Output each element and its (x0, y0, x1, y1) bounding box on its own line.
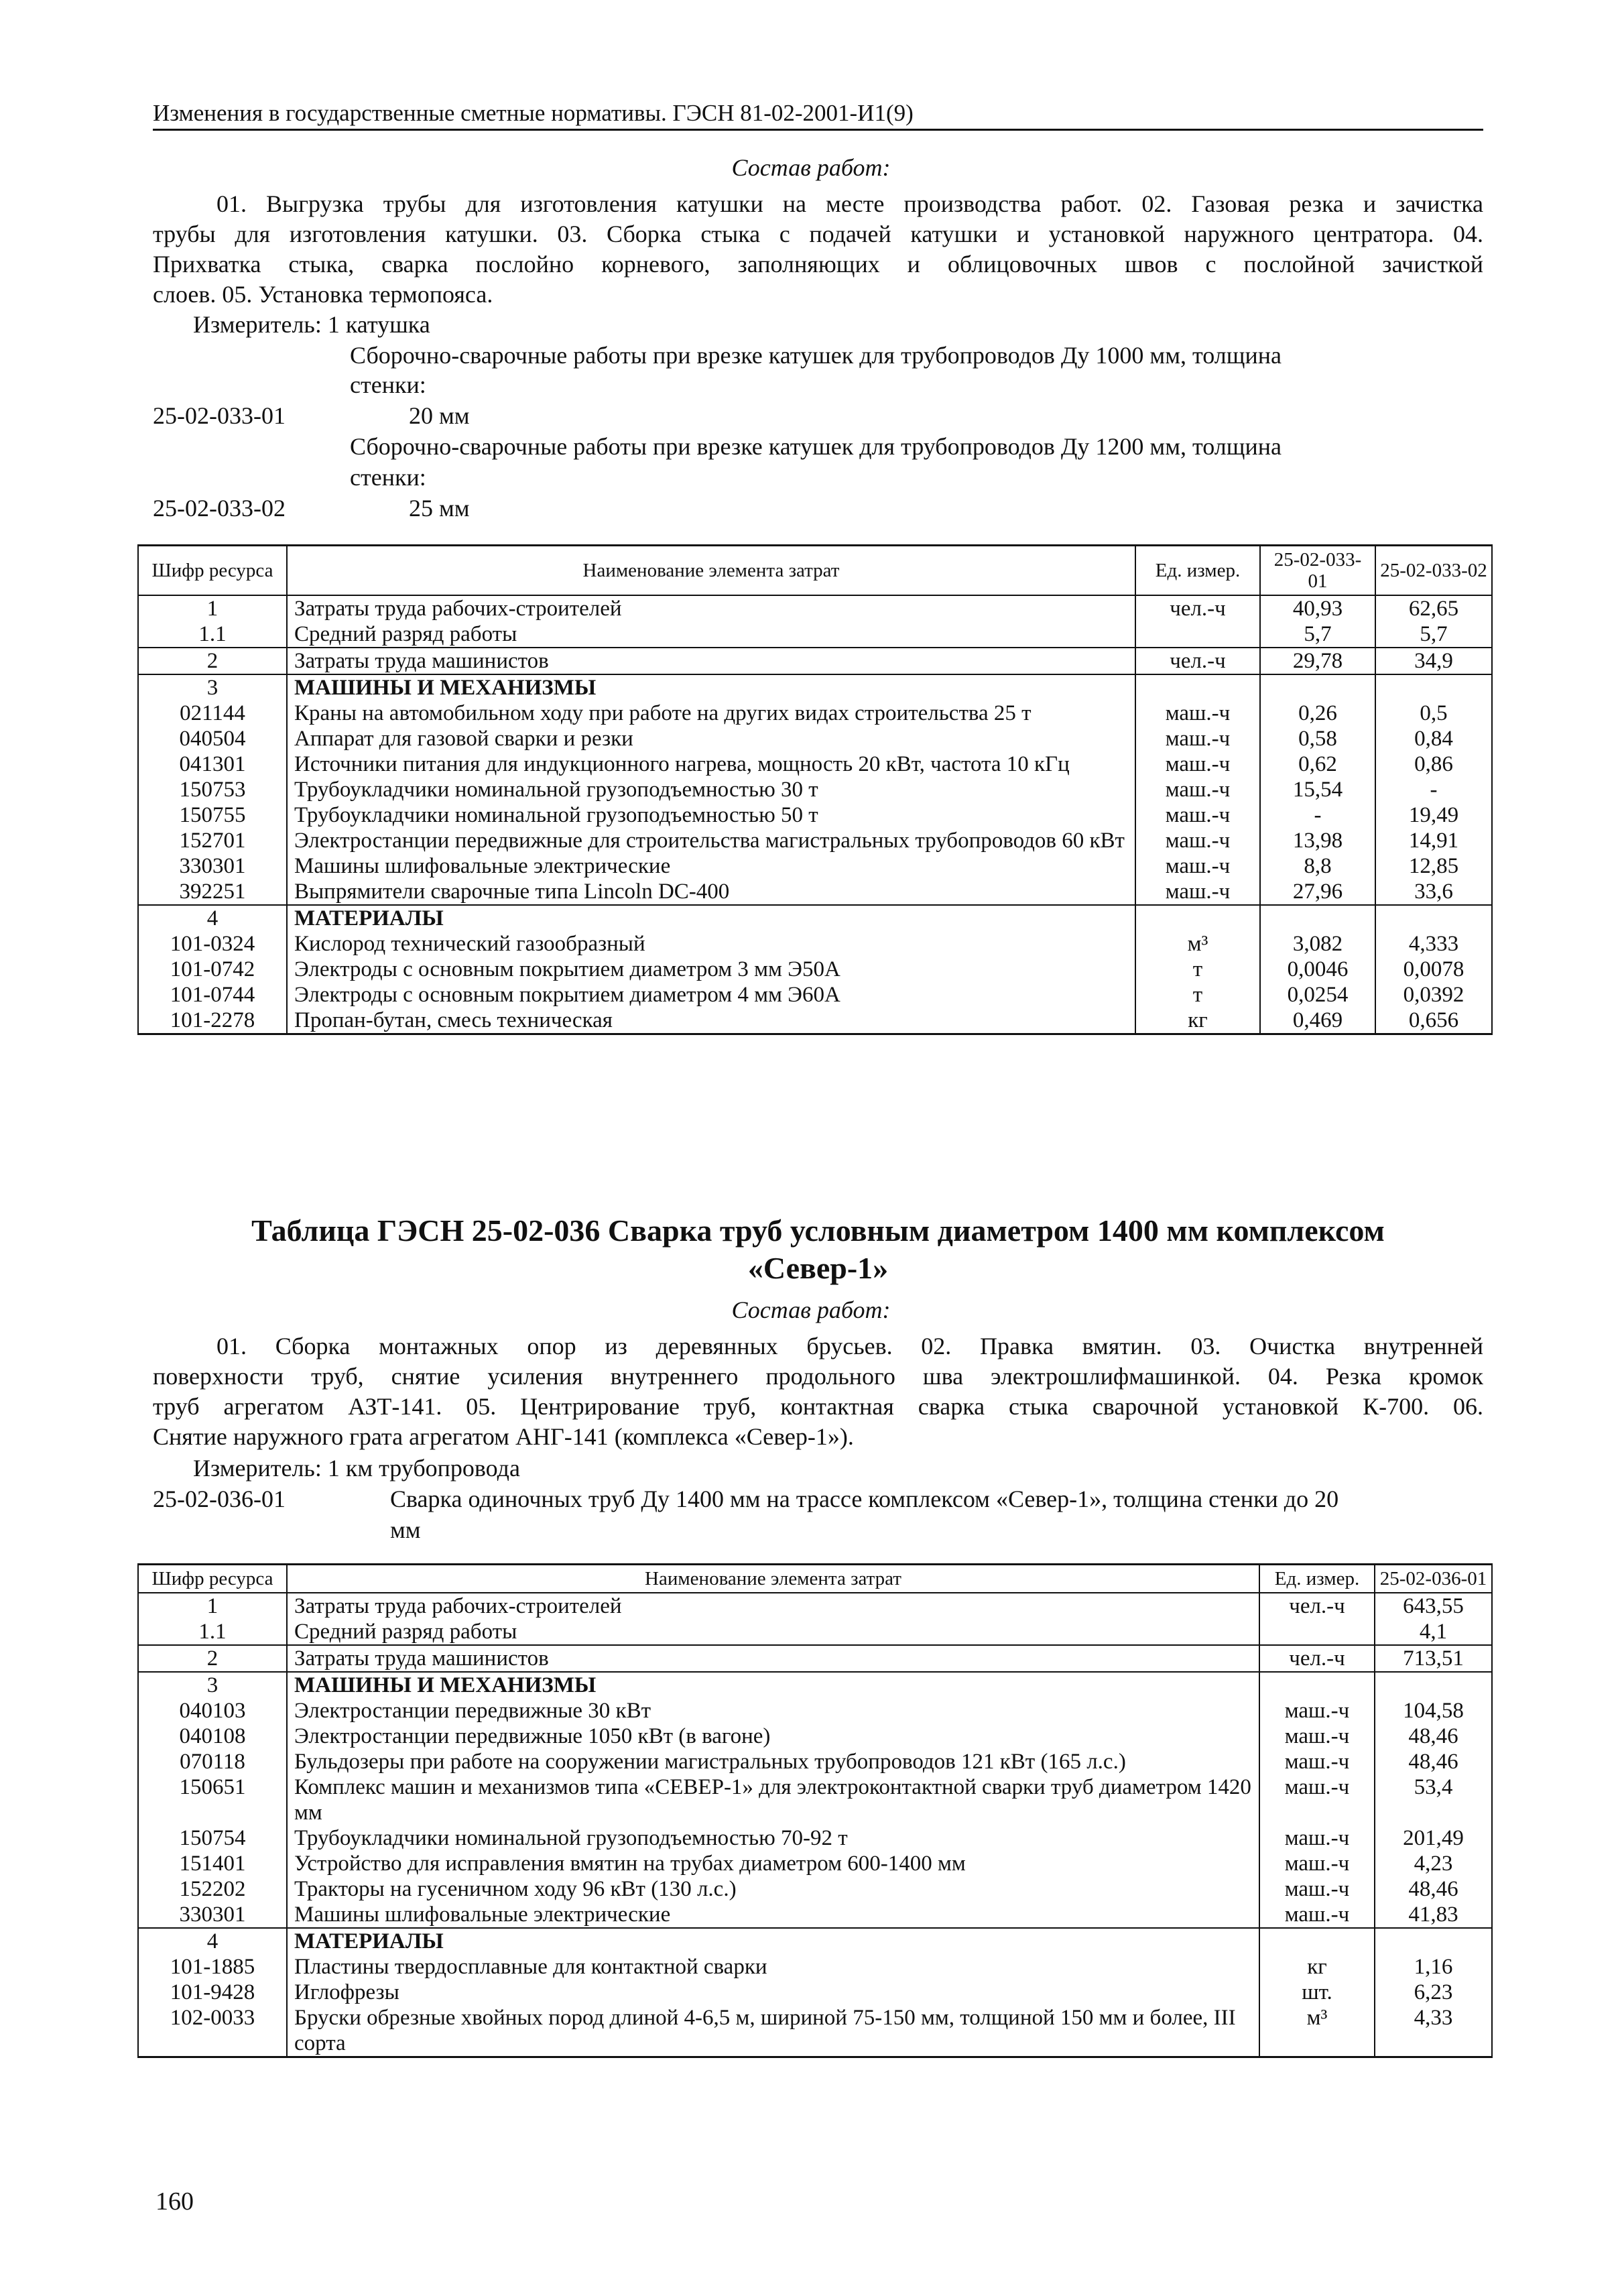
cost-element-name: Трубоукладчики номинальной грузоподъемностью 70-92 т (287, 1825, 1259, 1851)
table-row (138, 1980, 1492, 2005)
cost-element-name: Электростанции передвижные 1050 кВт (в вагоне) (287, 1724, 1259, 1749)
unit (1259, 1619, 1375, 1645)
unit: кг (1135, 1008, 1260, 1034)
table-row (138, 1749, 1492, 1774)
column-header: Наименование элемента затрат (287, 1565, 1259, 1593)
norm-description-3a: Сварка одиночных труб Ду 1400 мм на трассе комплексом «Север-1», толщина стенки до 20 (390, 1486, 1339, 1512)
cost-element-name: Трубоукладчики номинальной грузоподъемностью 30 т (287, 777, 1135, 802)
norm-value: 14,91 (1375, 828, 1492, 853)
cost-element-name: МАТЕРИАЛЫ (287, 905, 1135, 931)
unit: маш.-ч (1135, 802, 1260, 828)
composition-line: трубы для изготовления катушки. 03. Сборка стыка с подачей катушки и установкой наружного центратора. 04. (153, 221, 1483, 247)
unit (1135, 905, 1260, 931)
unit: маш.-ч (1259, 1774, 1375, 1825)
resource-code: 151401 (138, 1851, 287, 1876)
norm-value (1375, 1672, 1492, 1698)
column-header: Наименование элемента затрат (287, 546, 1135, 596)
unit: маш.-ч (1135, 701, 1260, 726)
cost-element-name: Аппарат для газовой сварки и резки (287, 726, 1135, 751)
norm-value: 0,86 (1375, 751, 1492, 777)
norm-value-1: 20 мм (409, 402, 470, 429)
running-header: Изменения в государственные сметные нормативы. ГЭСН 81-02-2001-И1(9) (153, 99, 1483, 131)
unit: маш.-ч (1135, 853, 1260, 879)
table-row (138, 802, 1492, 828)
unit: маш.-ч (1259, 1851, 1375, 1876)
norm-value: 0,26 (1260, 701, 1375, 726)
norm-description-3b: мм (390, 1516, 421, 1543)
table-row (138, 1645, 1492, 1672)
composition-line: 01. Сборка монтажных опор из деревянных брусьев. 02. Правка вмятин. 03. Очистка внутренней (216, 1333, 1483, 1360)
table-row (138, 879, 1492, 905)
cost-element-name: Электроды с основным покрытием диаметром 4 мм Э60А (287, 982, 1135, 1008)
resource-code: 040108 (138, 1724, 287, 1749)
table-row (138, 931, 1492, 957)
norm-value: 29,78 (1260, 648, 1375, 674)
norm-value (1260, 905, 1375, 931)
resource-code: 1 (138, 595, 287, 621)
unit: маш.-ч (1135, 828, 1260, 853)
column-header: Шифр ресурса (138, 546, 287, 596)
column-header: Ед. измер. (1259, 1565, 1375, 1593)
norm-value: 27,96 (1260, 879, 1375, 905)
norm-value (1375, 1928, 1492, 1954)
cost-element-name: Электростанции передвижные для строительства магистральных трубопроводов 60 кВт (287, 828, 1135, 853)
table-row (138, 1593, 1492, 1619)
norm-value: - (1375, 777, 1492, 802)
table-row (138, 621, 1492, 648)
unit: м³ (1135, 931, 1260, 957)
norm-value: 19,49 (1375, 802, 1492, 828)
norm-value: 0,656 (1375, 1008, 1492, 1034)
norm-code-1: 25-02-033-01 (153, 402, 286, 429)
cost-element-name: Средний разряд работы (287, 1619, 1259, 1645)
unit: т (1135, 957, 1260, 982)
norm-value: 12,85 (1375, 853, 1492, 879)
resource-code: 070118 (138, 1749, 287, 1774)
resource-code: 101-2278 (138, 1008, 287, 1034)
cost-element-name: Краны на автомобильном ходу при работе на других видах строительства 25 т (287, 701, 1135, 726)
cost-element-name: Затраты труда рабочих-строителей (287, 595, 1135, 621)
table-row (138, 1619, 1492, 1645)
unit: чел.-ч (1135, 595, 1260, 621)
cost-element-name: Источники питания для индукционного нагрева, мощность 20 кВт, частота 10 кГц (287, 751, 1135, 777)
composition-text-2 (153, 1331, 1483, 1452)
norm-description-1a: Сборочно-сварочные работы при врезке катушек для трубопроводов Ду 1000 мм, толщина (350, 342, 1282, 369)
norm-value: 201,49 (1375, 1825, 1492, 1851)
unit (1135, 621, 1260, 648)
unit: маш.-ч (1135, 726, 1260, 751)
table-row (138, 1902, 1492, 1928)
table-title-line1: Таблица ГЭСН 25-02-036 Сварка труб условным диаметром 1400 мм комплексом (251, 1213, 1385, 1248)
cost-element-name: МАШИНЫ И МЕХАНИЗМЫ (287, 674, 1135, 701)
table-row (138, 674, 1492, 701)
cost-element-name: МАТЕРИАЛЫ (287, 1928, 1259, 1954)
resource-code: 152202 (138, 1876, 287, 1902)
unit: чел.-ч (1259, 1593, 1375, 1619)
norm-value: 41,83 (1375, 1902, 1492, 1928)
norm-value: 34,9 (1375, 648, 1492, 674)
table-row (138, 1954, 1492, 1980)
resource-code: 040504 (138, 726, 287, 751)
unit: маш.-ч (1135, 777, 1260, 802)
norm-value: 6,23 (1375, 1980, 1492, 2005)
cost-element-name: Затраты труда машинистов (287, 648, 1135, 674)
composition-line: слоев. 05. Установка термопояса. (153, 281, 493, 308)
norm-value: 0,62 (1260, 751, 1375, 777)
cost-element-name: Трубоукладчики номинальной грузоподъемностью 50 т (287, 802, 1135, 828)
table-row (138, 751, 1492, 777)
resource-code: 041301 (138, 751, 287, 777)
norm-value: 1,16 (1375, 1954, 1492, 1980)
table-row (138, 648, 1492, 674)
resource-code: 4 (138, 905, 287, 931)
norm-value: 104,58 (1375, 1698, 1492, 1724)
norm-value: 4,1 (1375, 1619, 1492, 1645)
unit: кг (1259, 1954, 1375, 1980)
composition-line: труб агрегатом АЗТ-141. 05. Центрирование труб, контактная сварка стыка сварочной установкой К-700. 06. (153, 1393, 1483, 1420)
table-row (138, 1724, 1492, 1749)
unit (1259, 1672, 1375, 1698)
unit: маш.-ч (1135, 879, 1260, 905)
resource-code: 150753 (138, 777, 287, 802)
table-row (138, 905, 1492, 931)
unit: м³ (1259, 2005, 1375, 2057)
norm-description-1b: стенки: (350, 371, 426, 398)
norm-value: 0,0078 (1375, 957, 1492, 982)
norm-value-2: 25 мм (409, 495, 470, 522)
table-header-row (138, 546, 1492, 596)
resource-code: 330301 (138, 853, 287, 879)
table-row (138, 1698, 1492, 1724)
table-row (138, 777, 1492, 802)
table-row (138, 1851, 1492, 1876)
resource-code: 101-9428 (138, 1980, 287, 2005)
page-number: 160 (155, 2187, 194, 2216)
resource-code: 021144 (138, 701, 287, 726)
table-row (138, 701, 1492, 726)
norm-value: 0,0046 (1260, 957, 1375, 982)
resource-code: 102-0033 (138, 2005, 287, 2057)
cost-element-name: Затраты труда рабочих-строителей (287, 1593, 1259, 1619)
column-header: Ед. измер. (1135, 546, 1260, 596)
norm-value: 8,8 (1260, 853, 1375, 879)
norm-description-2b: стенки: (350, 464, 426, 491)
table-row (138, 957, 1492, 982)
resource-code: 101-0744 (138, 982, 287, 1008)
column-header: 25-02-033-01 (1260, 546, 1375, 596)
norm-value: 33,6 (1375, 879, 1492, 905)
norm-value: 53,4 (1375, 1774, 1492, 1825)
norm-value: 4,333 (1375, 931, 1492, 957)
table-row (138, 1825, 1492, 1851)
resource-code: 150755 (138, 802, 287, 828)
table-row (138, 726, 1492, 751)
unit (1135, 674, 1260, 701)
table-title (153, 1212, 1483, 1287)
resource-code: 392251 (138, 879, 287, 905)
resource-code: 101-1885 (138, 1954, 287, 1980)
resource-code: 040103 (138, 1698, 287, 1724)
cost-element-name: Затраты труда машинистов (287, 1645, 1259, 1672)
cost-element-name: Электростанции передвижные 30 кВт (287, 1698, 1259, 1724)
table-row (138, 1008, 1492, 1034)
cost-element-name: Устройство для исправления вмятин на трубах диаметром 600-1400 мм (287, 1851, 1259, 1876)
norm-value: 0,469 (1260, 1008, 1375, 1034)
norm-value: 643,55 (1375, 1593, 1492, 1619)
norm-value: 0,0254 (1260, 982, 1375, 1008)
unit: маш.-ч (1259, 1724, 1375, 1749)
resource-code: 152701 (138, 828, 287, 853)
table-row (138, 982, 1492, 1008)
table-row (138, 595, 1492, 621)
cost-element-name: Комплекс машин и механизмов типа «СЕВЕР-1» для электроконтактной сварки труб диаметром 1420 мм (287, 1774, 1259, 1825)
composition-line: Снятие наружного грата агрегатом АНГ-141 (комплекса «Север-1»). (153, 1423, 854, 1450)
meter-1: Измеритель: 1 катушка (193, 311, 430, 338)
norm-code-3: 25-02-036-01 (153, 1486, 286, 1512)
composition-line: Прихватка стыка, сварка послойно корневого, заполняющих и облицовочных швов с послойной зачисткой (153, 251, 1483, 278)
unit: маш.-ч (1259, 1825, 1375, 1851)
table-row (138, 1672, 1492, 1698)
norm-value: 0,84 (1375, 726, 1492, 751)
composition-text-1 (153, 189, 1483, 310)
norm-value: 0,0392 (1375, 982, 1492, 1008)
norm-value: 4,33 (1375, 2005, 1492, 2057)
resource-code: 3 (138, 674, 287, 701)
norm-value (1375, 674, 1492, 701)
cost-element-name: Бульдозеры при работе на сооружении магистральных трубопроводов 121 кВт (165 л.с.) (287, 1749, 1259, 1774)
cost-element-name: Кислород технический газообразный (287, 931, 1135, 957)
norm-value: 5,7 (1375, 621, 1492, 648)
cost-element-name: Пропан-бутан, смесь техническая (287, 1008, 1135, 1034)
table-title-line2: «Север-1» (747, 1251, 889, 1285)
unit (1259, 1928, 1375, 1954)
table-row (138, 828, 1492, 853)
resource-code: 1.1 (138, 621, 287, 648)
cost-element-name: Электроды с основным покрытием диаметром 3 мм Э50А (287, 957, 1135, 982)
resource-code: 101-0324 (138, 931, 287, 957)
cost-element-name: Выпрямители сварочные типа Lincoln DC-400 (287, 879, 1135, 905)
norm-value: 3,082 (1260, 931, 1375, 957)
composition-line: 01. Выгрузка трубы для изготовления катушки на месте производства работ. 02. Газовая резка и зачистка (216, 190, 1483, 217)
norm-value: 0,5 (1375, 701, 1492, 726)
norm-value: 40,93 (1260, 595, 1375, 621)
resource-code: 3 (138, 1672, 287, 1698)
column-header: 25-02-033-02 (1375, 546, 1492, 596)
resource-code: 1 (138, 1593, 287, 1619)
norm-code-2: 25-02-033-02 (153, 495, 286, 522)
composition-title-2: Состав работ: (731, 1296, 891, 1323)
unit: т (1135, 982, 1260, 1008)
unit: маш.-ч (1259, 1749, 1375, 1774)
cost-element-name: Машины шлифовальные электрические (287, 1902, 1259, 1928)
resource-code: 330301 (138, 1902, 287, 1928)
norm-description-2a: Сборочно-сварочные работы при врезке катушек для трубопроводов Ду 1200 мм, толщина (350, 433, 1282, 460)
resource-code: 101-0742 (138, 957, 287, 982)
composition-title-1: Состав работ: (731, 154, 891, 181)
meter-2: Измеритель: 1 км трубопровода (193, 1455, 520, 1482)
unit: маш.-ч (1259, 1698, 1375, 1724)
unit: маш.-ч (1259, 1902, 1375, 1928)
unit: шт. (1259, 1980, 1375, 2005)
cost-element-name: Иглофрезы (287, 1980, 1259, 2005)
norm-value: 48,46 (1375, 1876, 1492, 1902)
norm-value: 15,54 (1260, 777, 1375, 802)
norm-value (1260, 674, 1375, 701)
cost-element-name: Тракторы на гусеничном ходу 96 кВт (130 л.с.) (287, 1876, 1259, 1902)
resource-code: 2 (138, 1645, 287, 1672)
unit: маш.-ч (1135, 751, 1260, 777)
norm-value: 713,51 (1375, 1645, 1492, 1672)
resource-code: 150651 (138, 1774, 287, 1825)
table-header-row (138, 1565, 1492, 1593)
norm-value: 48,46 (1375, 1724, 1492, 1749)
cost-element-name: Средний разряд работы (287, 621, 1135, 648)
resource-code: 4 (138, 1928, 287, 1954)
resource-code: 1.1 (138, 1619, 287, 1645)
resource-table-1 (137, 544, 1493, 1035)
table-row (138, 1774, 1492, 1825)
resource-code: 150754 (138, 1825, 287, 1851)
resource-table-2 (137, 1563, 1493, 2058)
norm-value: - (1260, 802, 1375, 828)
cost-element-name: Машины шлифовальные электрические (287, 853, 1135, 879)
cost-element-name: Бруски обрезные хвойных пород длиной 4-6,5 м, шириной 75-150 мм, толщиной 150 мм и более, III сорта (287, 2005, 1259, 2057)
table-row (138, 853, 1492, 879)
cost-element-name: Пластины твердосплавные для контактной сварки (287, 1954, 1259, 1980)
resource-code: 2 (138, 648, 287, 674)
unit: чел.-ч (1135, 648, 1260, 674)
column-header: Шифр ресурса (138, 1565, 287, 1593)
norm-value (1375, 905, 1492, 931)
unit: чел.-ч (1259, 1645, 1375, 1672)
table-row (138, 2005, 1492, 2057)
column-header: 25-02-036-01 (1375, 1565, 1492, 1593)
unit: маш.-ч (1259, 1876, 1375, 1902)
cost-element-name: МАШИНЫ И МЕХАНИЗМЫ (287, 1672, 1259, 1698)
norm-value: 0,58 (1260, 726, 1375, 751)
table-row (138, 1928, 1492, 1954)
composition-line: поверхности труб, снятие усиления внутреннего продольного шва электрошлифмашинкой. 04. Резка кромок (153, 1363, 1483, 1390)
table-row (138, 1876, 1492, 1902)
norm-value: 62,65 (1375, 595, 1492, 621)
norm-value: 48,46 (1375, 1749, 1492, 1774)
norm-value: 4,23 (1375, 1851, 1492, 1876)
norm-value: 5,7 (1260, 621, 1375, 648)
norm-value: 13,98 (1260, 828, 1375, 853)
